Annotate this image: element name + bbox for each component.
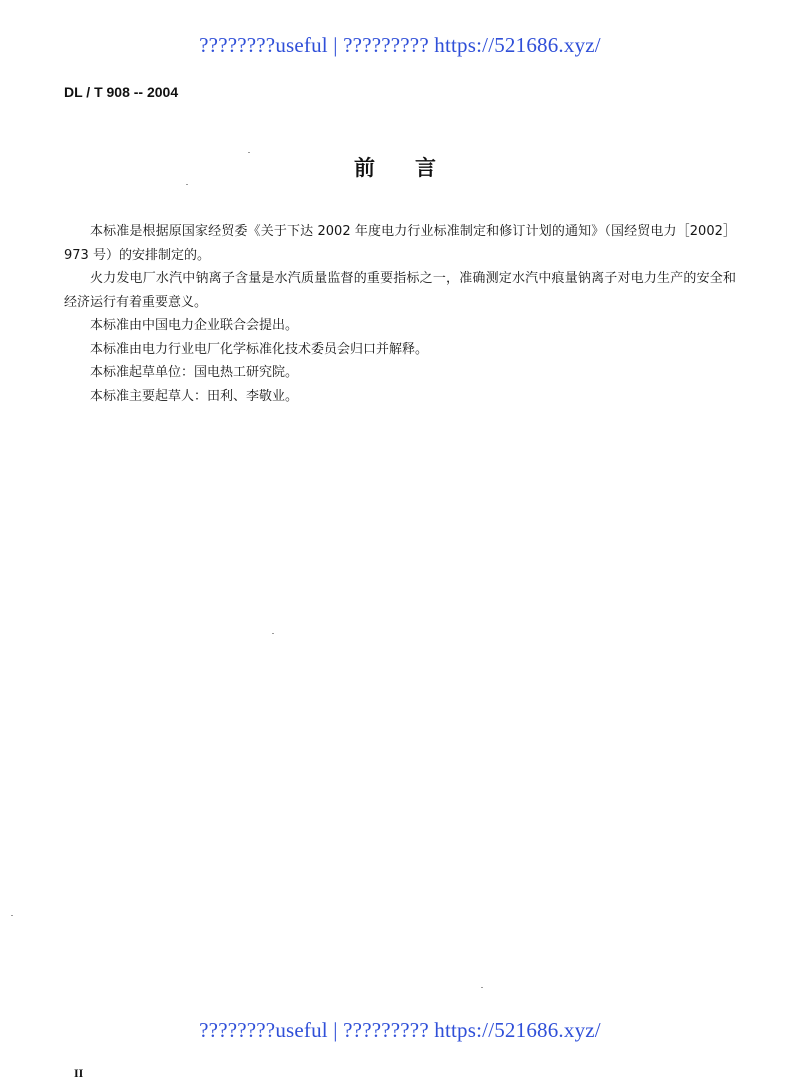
paragraph-interpretation: 本标准由电力行业电厂化学标准化技术委员会归口并解释。: [90, 341, 429, 357]
watermark-bottom: ????????useful | ????????? https://521686.xyz/: [199, 1018, 601, 1042]
standard-code: DL / T 908 -- 2004: [64, 84, 179, 100]
watermark-top: ????????useful | ????????? https://521686.xyz/: [199, 33, 601, 57]
paragraph-proposer: 本标准由中国电力企业联合会提出。: [90, 318, 299, 333]
paragraph-drafters: 本标准主要起草人：田利、李敬业。: [90, 388, 299, 404]
paragraph-drafting-unit: 本标准起草单位：国电热工研究院。: [90, 365, 299, 380]
scan-speck: [186, 184, 188, 185]
page-number: II: [74, 1066, 84, 1080]
scan-speck: [272, 633, 274, 634]
paragraph-significance: 火力发电厂水汽中钠离子含量是水汽质量监督的重要指标之一，准确测定水汽中痕量钠离子对电力生产的安全和经济运行有着重要意义。: [64, 271, 736, 310]
scan-speck: [481, 987, 483, 988]
scan-speck: [248, 152, 250, 153]
foreword-body: [64, 220, 736, 408]
scan-speck: [11, 915, 13, 916]
page-title: 前言: [354, 156, 476, 180]
paragraph-basis: 本标准是根据原国家经贸委《关于下达 2002 年度电力行业标准制定和修订计划的通知》（国经贸电力［2002］973 号）的安排制定的。: [64, 224, 736, 263]
